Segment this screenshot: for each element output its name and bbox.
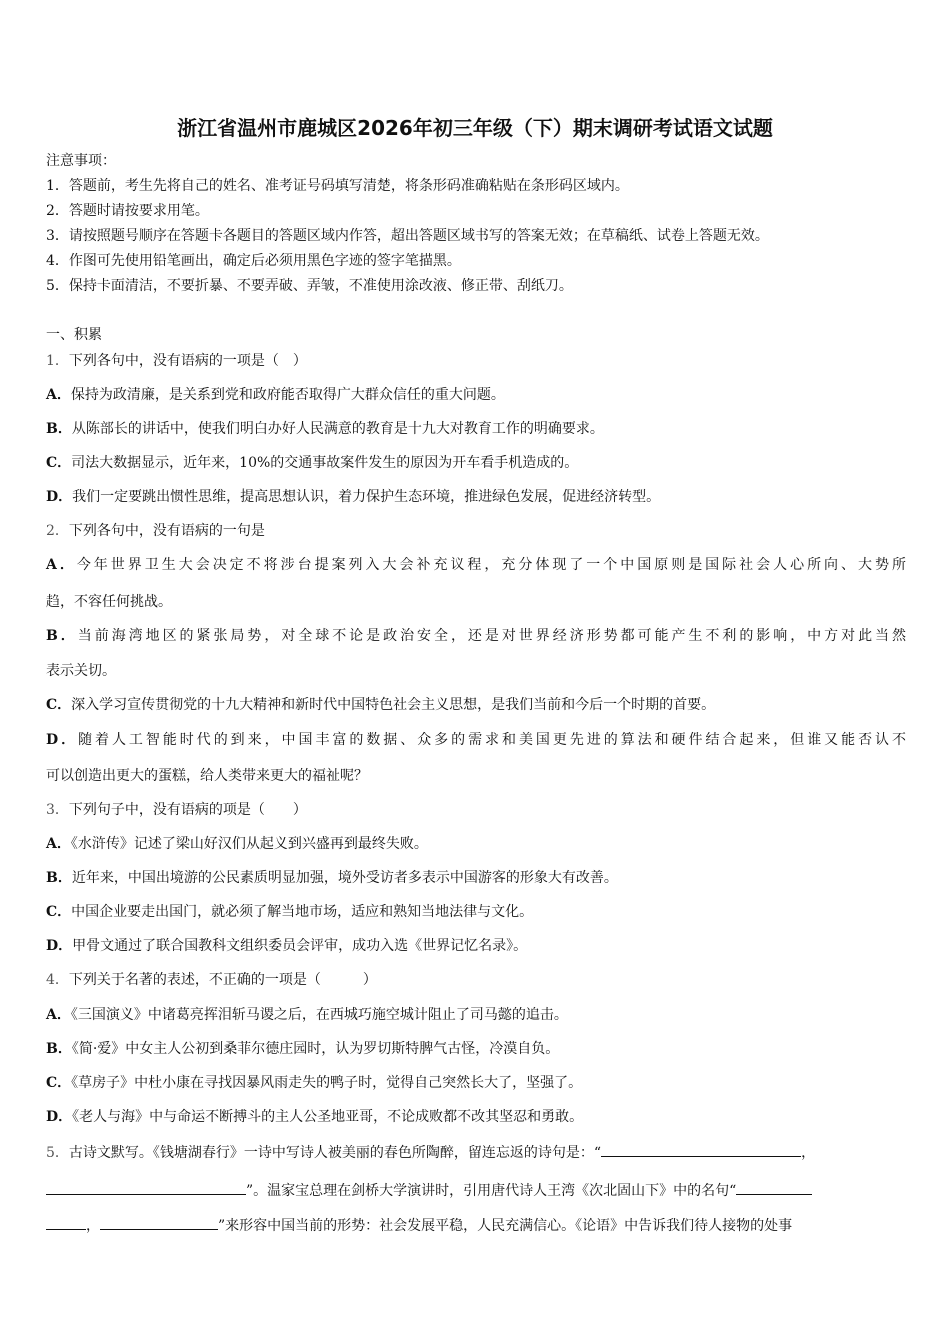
option-label: D． [46,1109,73,1125]
option-label: D． [46,489,73,505]
option-label: D． [46,938,73,954]
question-stem [46,800,307,820]
question-stem [46,521,265,541]
answer-blank[interactable] [736,1180,812,1195]
option-text: 甲骨文通过了联合国教科文组织委员会评审，成功入选《世界记忆名录》。 [72,938,528,954]
option-continuation: 可以创造出更大的蛋糕，给人类带来更大的福祉呢？ [46,768,368,784]
notice-item: 2．答题时请按要求用笔。 [46,203,209,219]
question-stem [46,1142,815,1163]
notice-item: 4．作图可先使用铅笔画出，确定后必须用黑色字迹的签字笔描黑。 [46,253,461,269]
option [46,419,604,439]
notice-item: 1．答题前，考生先将自己的姓名、准考证号码填写清楚，将条形码准确粘贴在条形码区域内。 [46,178,629,194]
page-title: 浙江省温州市鹿城区2026年初三年级（下）期末调研考试语文试题 [177,116,773,140]
question-text: 下列各句中，没有语病的一句是 [68,523,265,539]
option-text: 当前海湾地区的紧张局势，对全球不论是政治安全，还是对世界经济形势都可能产生不利的影响，中方对此当然 [77,628,906,644]
question-number: 2． [46,523,69,539]
option-label: A． [46,1007,71,1023]
punctuation: ， [86,1218,100,1234]
option-continuation: 表示关切。 [46,663,116,679]
option-text: 今年世界卫生大会决定不将涉台提案列入大会补充议程，充分体现了一个中国原则是国际社会人心所向、大势所 [76,557,906,573]
question-stem [46,351,307,371]
question-line [46,1180,812,1201]
option-label: A． [46,836,71,852]
answer-blank[interactable] [46,1215,86,1230]
question-text: 下列句子中，没有语病的项是（ ） [68,802,307,818]
notice-heading: 注意事项： [46,153,116,169]
question-line [46,1215,792,1236]
option-label: D． [46,732,79,748]
option [46,626,906,646]
question-text: 下列各句中，没有语病的一项是（ ） [68,353,307,369]
option-text: 近年来，中国出境游的公民素质明显加强，境外受访者多表示中国游客的形象大有改善。 [71,870,618,886]
option [46,936,527,956]
option [46,1107,583,1127]
option-continuation: 趋，不容任何挑战。 [46,594,172,610]
question-text: ”。温家宝总理在剑桥大学演讲时，引用唐代诗人王湾《次北固山下》中的名句“ [246,1183,737,1199]
option-text: 从陈部长的讲话中，使我们明白办好人民满意的教育是十九大对教育工作的明确要求。 [71,421,604,437]
notice-item: 3．请按照题号顺序在答题卡各题目的答题区域内作答，超出答题区域书写的答案无效；在草稿纸、试卷上答题无效。 [46,228,769,244]
option-text: 《简·爱》中女主人公初到桑菲尔德庄园时，认为罗切斯特脾气古怪，冷漠自负。 [71,1041,560,1057]
option [46,487,660,507]
option-text: 《水浒传》记述了梁山好汉们从起义到兴盛再到最终失败。 [70,836,428,852]
option-label: A． [46,387,71,403]
option-label: C． [46,697,72,713]
question-text: 下列关于名著的表述，不正确的一项是（ ） [68,972,377,988]
option [46,868,618,888]
notice-item: 5．保持卡面清洁，不要折暴、不要弄破、弄皱，不准使用涂改液、修正带、刮纸刀。 [46,278,573,294]
option-text: 《草房子》中杜小康在寻找因暴风雨走失的鸭子时，觉得自己突然长大了，坚强了。 [71,1075,583,1091]
option-label: B． [46,870,72,886]
section-heading: 一、积累 [46,327,102,343]
option-text: 中国企业要走出国门，就必须了解当地市场，适应和熟知当地法律与文化。 [71,904,534,920]
option-label: C． [46,904,72,920]
punctuation: ， [801,1145,816,1161]
option-text: 随着人工智能时代的到来，中国丰富的数据、众多的需求和美国更先进的算法和硬件结合起来，但谁又能否认不 [78,732,907,748]
question-number: 4． [46,972,69,988]
option-text: 保持为政清廉，是关系到党和政府能否取得广大群众信任的重大问题。 [70,387,505,403]
option [46,695,715,715]
answer-blank[interactable] [601,1142,801,1157]
question-text: 古诗文默写。《钱塘湖春行》一诗中写诗人被美丽的春色所陶醉，留连忘返的诗句是：“ [68,1145,602,1161]
option [46,1073,582,1093]
question-stem [46,970,377,990]
option-text: 《老人与海》中与命运不断搏斗的主人公圣地亚哥，不论成败都不改其坚忍和勇敢。 [72,1109,584,1125]
question-text: ”来形容中国当前的形势：社会发展平稳，人民充满信心。《论语》中告诉我们待人接物的处事 [218,1218,793,1234]
question-number: 1． [46,353,69,369]
question-number: 5． [46,1145,69,1161]
option [46,453,578,473]
option [46,730,906,750]
option [46,902,533,922]
answer-blank[interactable] [46,1180,246,1195]
option-label: C． [46,455,72,471]
answer-blank[interactable] [100,1215,218,1230]
option-label: A． [46,557,77,573]
question-number: 3． [46,802,69,818]
option-label: B． [46,628,78,644]
option [46,1005,568,1025]
option-text: 深入学习宣传贯彻党的十九大精神和新时代中国特色社会主义思想，是我们当前和今后一个时期的首要。 [71,697,716,713]
option [46,1039,559,1059]
option [46,555,906,575]
option-text: 司法大数据显示，近年来，10%的交通事故案件发生的原因为开车看手机造成的。 [71,455,579,471]
option-text: 《三国演义》中诸葛亮挥泪斩马谡之后，在西城巧施空城计阻止了司马懿的追击。 [70,1007,568,1023]
option [46,385,505,405]
option-text: 我们一定要跳出惯性思维，提高思想认识，着力保护生态环境，推进绿色发展，促进经济转型。 [72,489,661,505]
option-label: B． [46,1041,72,1057]
option-label: C． [46,1075,72,1091]
option-label: B． [46,421,72,437]
option [46,834,428,854]
